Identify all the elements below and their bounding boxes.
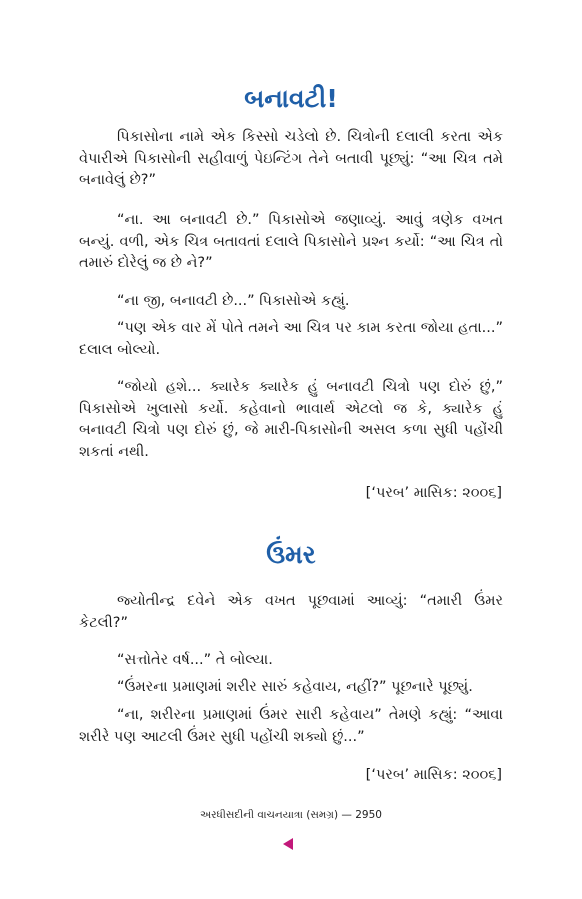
paragraph: “જોયો હશે... ક્યારેક ક્યારેક હું બનાવટી ચિત્રો પણ દોરું છું,” પિકાસોએ ખુલાસો કર્યો. કહેવાનો ભાવાર્થ એટલો જ કે, ક્યારેક હું બનાવટી ચિત્રો પણ દોરું છું, જે મારી-પિકાસોની અસલ કળા સુધી પહોંચી શકતાં નથી. bbox=[79, 379, 503, 460]
source-citation: [‘પરબ’ માસિક: ૨૦૦૬] bbox=[365, 767, 502, 783]
paragraph: પિકાસોના નામે એક કિસ્સો ચડેલો છે. ચિત્રોની દલાલી કરતા એક વેપારીએ પિકાસોની સહીવાળું પેઇન્ટિંગ તેને બતાવી પૂછ્યું: “આ ચિત્ર તમે બનાવેલું છે?” bbox=[79, 129, 503, 188]
paragraph: “ઉંમરના પ્રમાણમાં શરીર સારું કહેવાય, નહીં?” પૂછનારે પૂછ્યું. bbox=[117, 679, 473, 695]
source-citation: [‘પરબ’ માસિક: ૨૦૦૬] bbox=[365, 485, 502, 501]
paragraph: “સત્તોતેર વર્ષ...” તે બોલ્યા. bbox=[117, 652, 273, 668]
paragraph: “ના. આ બનાવટી છે.” પિકાસોએ જણાવ્યું. આવું ત્રણેક વખત બન્યું. વળી, એક ચિત્ર બતાવતાં દલાલે પિકાસોને પ્રશ્ન કર્યો: “આ ચિત્ર તો તમારું દોરેલું જ છે ને?” bbox=[79, 212, 503, 271]
page-footer: અરધીસદીની વાચનયાત્રા (સમગ્ર) — 2950 bbox=[200, 809, 382, 821]
story-title-umar: ઉંમર bbox=[266, 540, 316, 569]
paragraph: “ના જી, બનાવટી છે...” પિકાસોએ કહ્યું. bbox=[117, 293, 350, 309]
story-title-banavati: બનાવટી! bbox=[244, 84, 338, 113]
paragraph: “પણ એક વાર મેં પોતે તમને આ ચિત્ર પર કામ કરતા જોયા હતા...” દલાલ બોલ્યો. bbox=[79, 320, 503, 358]
paragraph: જ્યોતીન્દ્ર દવેને એક વખત પૂછવામાં આવ્યું: “તમારી ઉંમર કેટલી?” bbox=[79, 593, 503, 631]
triangle-left-icon[interactable] bbox=[283, 838, 293, 850]
paragraph: “ના, શરીરના પ્રમાણમાં ઉંમર સારી કહેવાય” તેમણે કહ્યું: “આવા શરીરે પણ આટલી ઉંમર સુધી પહોંચી શક્યો છું...” bbox=[79, 707, 503, 745]
